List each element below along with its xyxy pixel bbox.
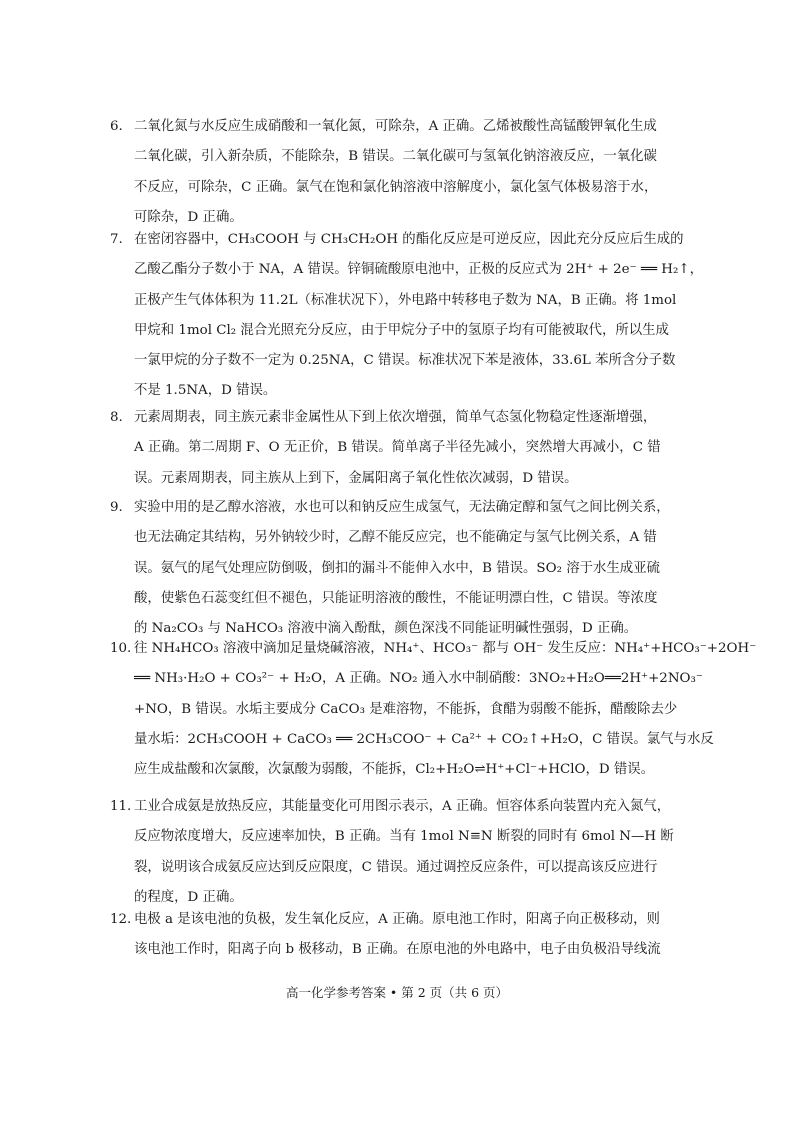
item-number: 10.	[110, 641, 132, 656]
item-line: 乙酸乙酯分子数小于 NA，A 错误。锌铜硫酸原电池中，正极的反应式为 2H⁺ + 2e⁻ ══ H₂↑，	[134, 262, 703, 278]
item-line: 量水垢：2CH₃COOH + CaCO₃ ══ 2CH₃COO⁻ + Ca²⁺ + CO₂↑+H₂O，C 错误。氯气与水反	[134, 731, 714, 747]
answer-item-6	[112, 112, 692, 233]
item-line: 的程度，D 正确。	[134, 889, 243, 905]
item-line: 误。氨气的尾气处理应防倒吸，倒扣的漏斗不能伸入水中，B 错误。SO₂ 溶于水生成亚硫	[134, 560, 660, 576]
item-number: 7.	[110, 232, 123, 247]
answer-item-9	[112, 493, 692, 644]
item-line: 电极 a 是该电池的负极，发生氧化反应，A 正确。原电池工作时，阳离子向正极移动，则	[134, 912, 660, 927]
item-number: 9.	[110, 500, 123, 515]
item-number: 8.	[110, 410, 123, 425]
page-footer: 高一化学参考答案 • 第 2 页（共 6 页）	[285, 985, 509, 1000]
item-line: 甲烷和 1mol Cl₂ 混合光照充分反应，由于甲烷分子中的氢原子均有可能被取代，所以生成	[134, 322, 669, 338]
item-line: 可除杂，D 正确。	[134, 209, 243, 225]
item-line: 裂，说明该合成氨反应达到反应限度，C 错误。通过调控反应条件，可以提高该反应进行	[134, 859, 658, 875]
item-line: 正极产生气体体积为 11.2L（标准状况下），外电路中转移电子数为 NA，B 正确。将 1mol	[134, 292, 677, 308]
answer-item-7	[110, 225, 703, 407]
item-line: 工业合成氨是放热反应，其能量变化可用图示表示，A 正确。恒容体系向装置内充入氮气，	[134, 799, 671, 814]
item-line: 往 NH₄HCO₃ 溶液中滴加足量烧碱溶液，NH₄⁺、HCO₃⁻ 都与 OH⁻ 发生反应：NH₄⁺+HCO₃⁻+2OH⁻	[134, 641, 757, 656]
item-line: 反应物浓度增大，反应速率加快，B 正确。当有 1mol N≡N 断裂的同时有 6mol N—H 断	[134, 829, 674, 845]
item-line: 酸，使紫色石蕊变红但不褪色，只能证明溶液的酸性，不能证明漂白性，C 错误。等浓度	[134, 590, 658, 606]
item-number: 12.	[110, 912, 132, 927]
answer-item-8	[112, 403, 692, 494]
item-line: 不反应，可除杂，C 正确。氯气在饱和氯化钠溶液中溶解度小，氯化氢气体极易溶于水，	[134, 179, 658, 195]
item-line: 二氧化氮与水反应生成硝酸和一氧化氮，可除杂，A 正确。乙烯被酸性高锰酸钾氧化生成	[134, 119, 657, 134]
item-line: 在密闭容器中，CH₃COOH 与 CH₃CH₂OH 的酯化反应是可逆反应，因此充分反应后生成的	[134, 232, 684, 247]
item-number: 6.	[110, 119, 123, 134]
item-line: A 正确。第二周期 F、O 无正价，B 错误。简单离子半径先减小，突然增大再减小，C 错	[134, 440, 661, 456]
item-line: 二氧化碳，引入新杂质，不能除杂，B 错误。二氧化碳可与氢氧化钠溶液反应，一氧化碳	[134, 149, 657, 165]
item-line: 实验中用的是乙醇水溶液，水也可以和钠反应生成氢气，无法确定醇和氢气之间比例关系，	[134, 500, 670, 515]
item-line: 一氯甲烷的分子数不一定为 0.25NA，C 错误。标准状况下苯是液体，33.6L 苯所含分子数	[134, 353, 676, 369]
answer-item-11	[112, 792, 692, 913]
item-line: 元素周期表，同主族元素非金属性从下到上依次增强，简单气态氢化物稳定性逐渐增强，	[134, 410, 657, 425]
item-line: 也无法确定其结构，另外钠较少时，乙醇不能反应完，也不能确定与氢气比例关系，A 错	[134, 530, 657, 546]
item-line: ══ NH₃·H₂O + CO₃²⁻ + H₂O，A 正确。NO₂ 通入水中制硝酸：3NO₂+H₂O══2H⁺+2NO₃⁻	[134, 671, 703, 687]
item-line: +NO，B 错误。水垢主要成分 CaCO₃ 是难溶物，不能拆，食醋为弱酸不能拆，醋酸除去少	[134, 701, 678, 717]
item-line: 不是 1.5NA，D 错误。	[134, 383, 277, 399]
answer-item-10	[110, 634, 757, 785]
answer-item-12	[112, 905, 692, 966]
item-line: 误。元素周期表，同主族从上到下，金属阳离子氧化性依次减弱，D 错误。	[134, 470, 578, 486]
item-line: 的 Na₂CO₃ 与 NaHCO₃ 溶液中滴入酚酞，颜色深浅不同能证明碱性强弱，D 正确。	[134, 621, 638, 637]
item-line: 应生成盐酸和次氯酸，次氯酸为弱酸，不能拆，Cl₂+H₂O⇌H⁺+Cl⁻+HClO，D 错误。	[134, 762, 655, 778]
item-number: 11.	[110, 799, 132, 814]
item-line: 该电池工作时，阳离子向 b 极移动，B 正确。在原电池的外电路中，电子由负极沿导线流	[134, 942, 661, 958]
